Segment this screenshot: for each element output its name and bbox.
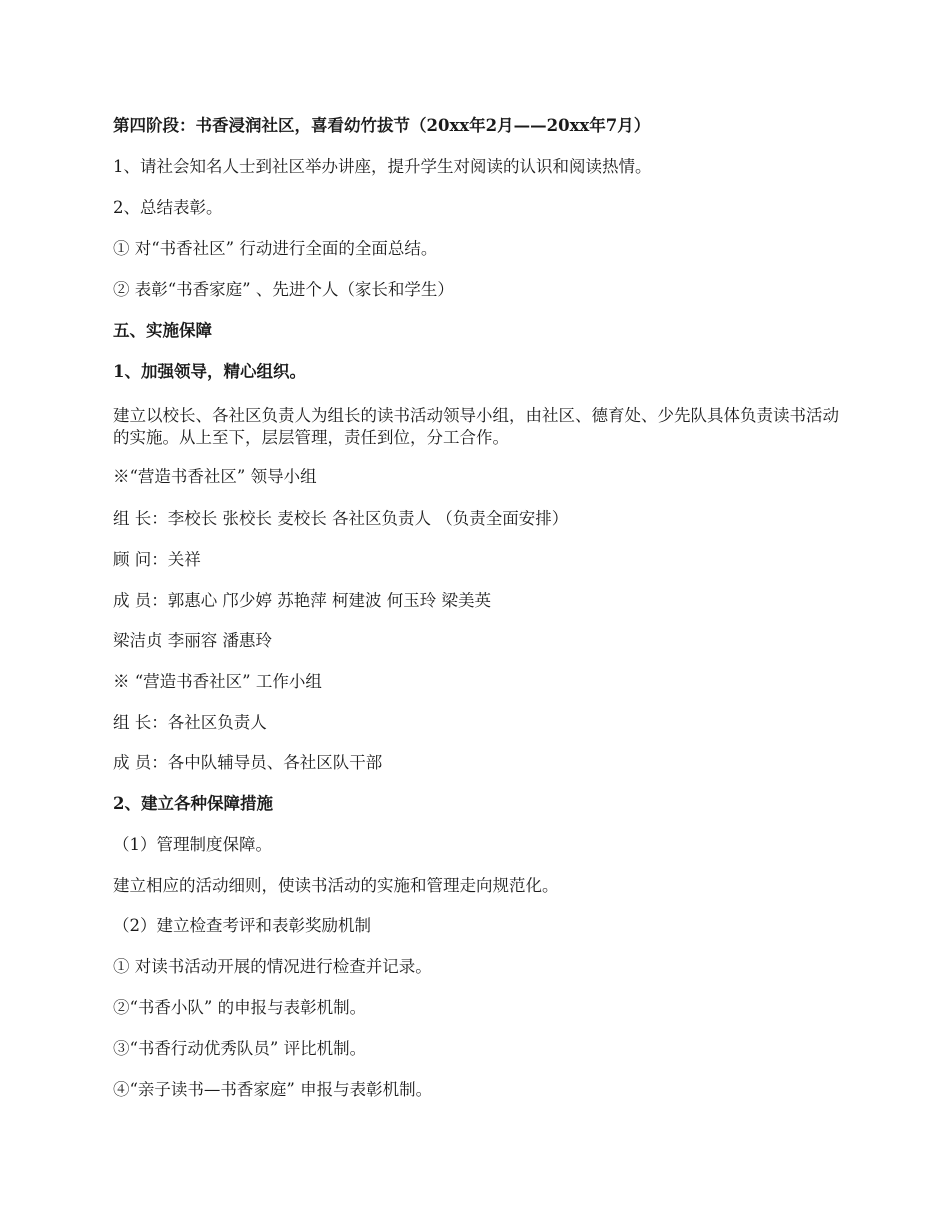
subheading-leadership: 1、加强领导，精心组织。 <box>113 362 306 381</box>
list-item-summary: ① 对“书香社区” 行动进行全面的全面总结。 <box>113 239 438 258</box>
list-item-member: ③“书香行动优秀队员” 评比机制。 <box>113 1039 367 1058</box>
work-group-leader: 组 长：各社区负责人 <box>113 713 267 732</box>
paragraph-summary: 2、总结表彰。 <box>113 198 223 217</box>
work-group-title: ※ “营造书香社区” 工作小组 <box>113 672 322 691</box>
paragraph-management: 建立相应的活动细则，使读书活动的实施和管理走向规范化。 <box>113 876 559 895</box>
leadership-group-advisor: 顾 问：关祥 <box>113 550 201 569</box>
work-group-members: 成 员：各中队辅导员、各社区队干部 <box>113 753 383 772</box>
paragraph-lecture: 1、请社会知名人士到社区举办讲座，提升学生对阅读的认识和阅读热情。 <box>113 157 652 176</box>
paragraph-leadership-group: 建立以校长、各社区负责人为组长的读书活动领导小组，由社区、德育处、少先队具体负责读书活动的实施。从上至下，层层管理，责任到位，分工合作。 <box>113 406 839 447</box>
list-item-commend: ② 表彰“书香家庭” 、先进个人（家长和学生） <box>113 280 454 299</box>
subheading-measures: 2、建立各种保障措施 <box>113 794 273 813</box>
measure-management: （1）管理制度保障。 <box>113 835 272 854</box>
leadership-group-members: 成 员：郭惠心 邝少婷 苏艳萍 柯建波 何玉玲 梁美英 <box>113 591 491 610</box>
section-heading-guarantee: 五、实施保障 <box>113 321 212 340</box>
leadership-group-title: ※“营造书香社区” 领导小组 <box>113 467 317 486</box>
leadership-group-leader: 组 长：李校长 张校长 麦校长 各社区负责人 （负责全面安排） <box>113 509 569 528</box>
stage-four-heading: 第四阶段：书香浸润社区，喜看幼竹拔节（20xx年2月——20xx年7月） <box>113 116 651 135</box>
list-item-family: ④“亲子读书—书香家庭” 申报与表彰机制。 <box>113 1080 433 1099</box>
measure-inspection: （2）建立检查考评和表彰奖励机制 <box>113 916 371 935</box>
list-item-inspection: ① 对读书活动开展的情况进行检查并记录。 <box>113 957 432 976</box>
leadership-group-members-cont: 梁洁贞 李丽容 潘惠玲 <box>113 631 272 650</box>
list-item-squad: ②“书香小队” 的申报与表彰机制。 <box>113 998 367 1017</box>
